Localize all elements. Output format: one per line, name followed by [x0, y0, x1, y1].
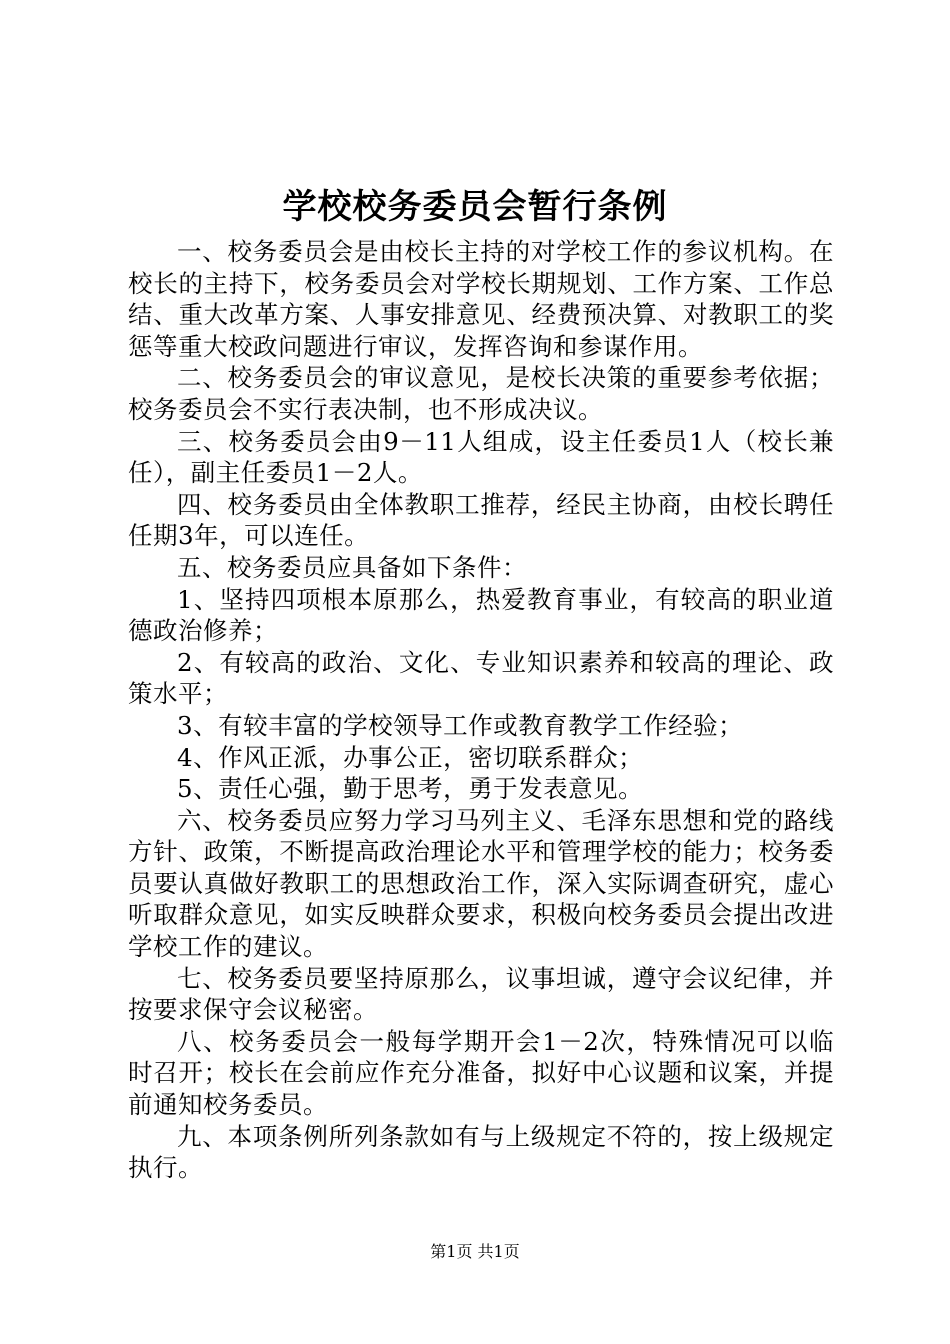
paragraph-1: 一、校务委员会是由校长主持的对学校工作的参议机构。在校长的主持下，校务委员会对学校长期规划、工作方案、工作总结、重大改革方案、人事安排意见、经费预决算、对教职工的奖惩等重大校政问题进行审议，发挥咨询和参谋作用。 — [128, 237, 834, 361]
condition-item-1: 1、坚持四项根本原那么，热爱教育事业，有较高的职业道德政治修养； — [128, 584, 834, 646]
paragraph-3: 三、校务委员会由9－11人组成，设主任委员1人（校长兼任），副主任委员1－2人。 — [128, 426, 834, 488]
condition-item-4: 4、作风正派，办事公正，密切联系群众； — [177, 742, 644, 772]
paragraph-7: 七、校务委员要坚持原那么，议事坦诚，遵守会议纪律，并按要求保守会议秘密。 — [128, 963, 834, 1025]
paragraph-8: 八、校务委员会一般每学期开会1－2次，特殊情况可以临时召开；校长在会前应作充分准备，拟好中心议题和议案，并提前通知校务委员。 — [128, 1026, 834, 1120]
paragraph-5: 五、校务委员应具备如下条件： — [177, 552, 527, 582]
document-title: 学校校务委员会暂行条例 — [282, 187, 668, 227]
condition-item-3: 3、有较丰富的学校领导工作或教育教学工作经验； — [177, 710, 744, 740]
paragraph-2: 二、校务委员会的审议意见，是校长决策的重要参考依据；校务委员会不实行表决制，也不形成决议。 — [128, 363, 834, 424]
page-footer: 第1页 共1页 — [430, 1242, 520, 1261]
document-body — [128, 236, 834, 1184]
paragraph-6: 六、校务委员应努力学习马列主义、毛泽东思想和党的路线方针、政策，不断提高政治理论水平和管理学校的能力；校务委员要认真做好教职工的思想政治工作，深入实际调查研究，虚心听取群众意见，如实反映群众要求，积极向校务委员会提出改进学校工作的建议。 — [128, 805, 834, 962]
condition-item-2: 2、有较高的政治、文化、专业知识素养和较高的理论、政策水平； — [128, 647, 834, 709]
paragraph-9: 九、本项条例所列条款如有与上级规定不符的，按上级规定执行。 — [128, 1121, 834, 1183]
condition-item-5: 5、责任心强，勤于思考，勇于发表意见。 — [177, 774, 644, 804]
paragraph-4: 四、校务委员由全体教职工推荐，经民主协商，由校长聘任任期3年，可以连任。 — [128, 489, 834, 551]
